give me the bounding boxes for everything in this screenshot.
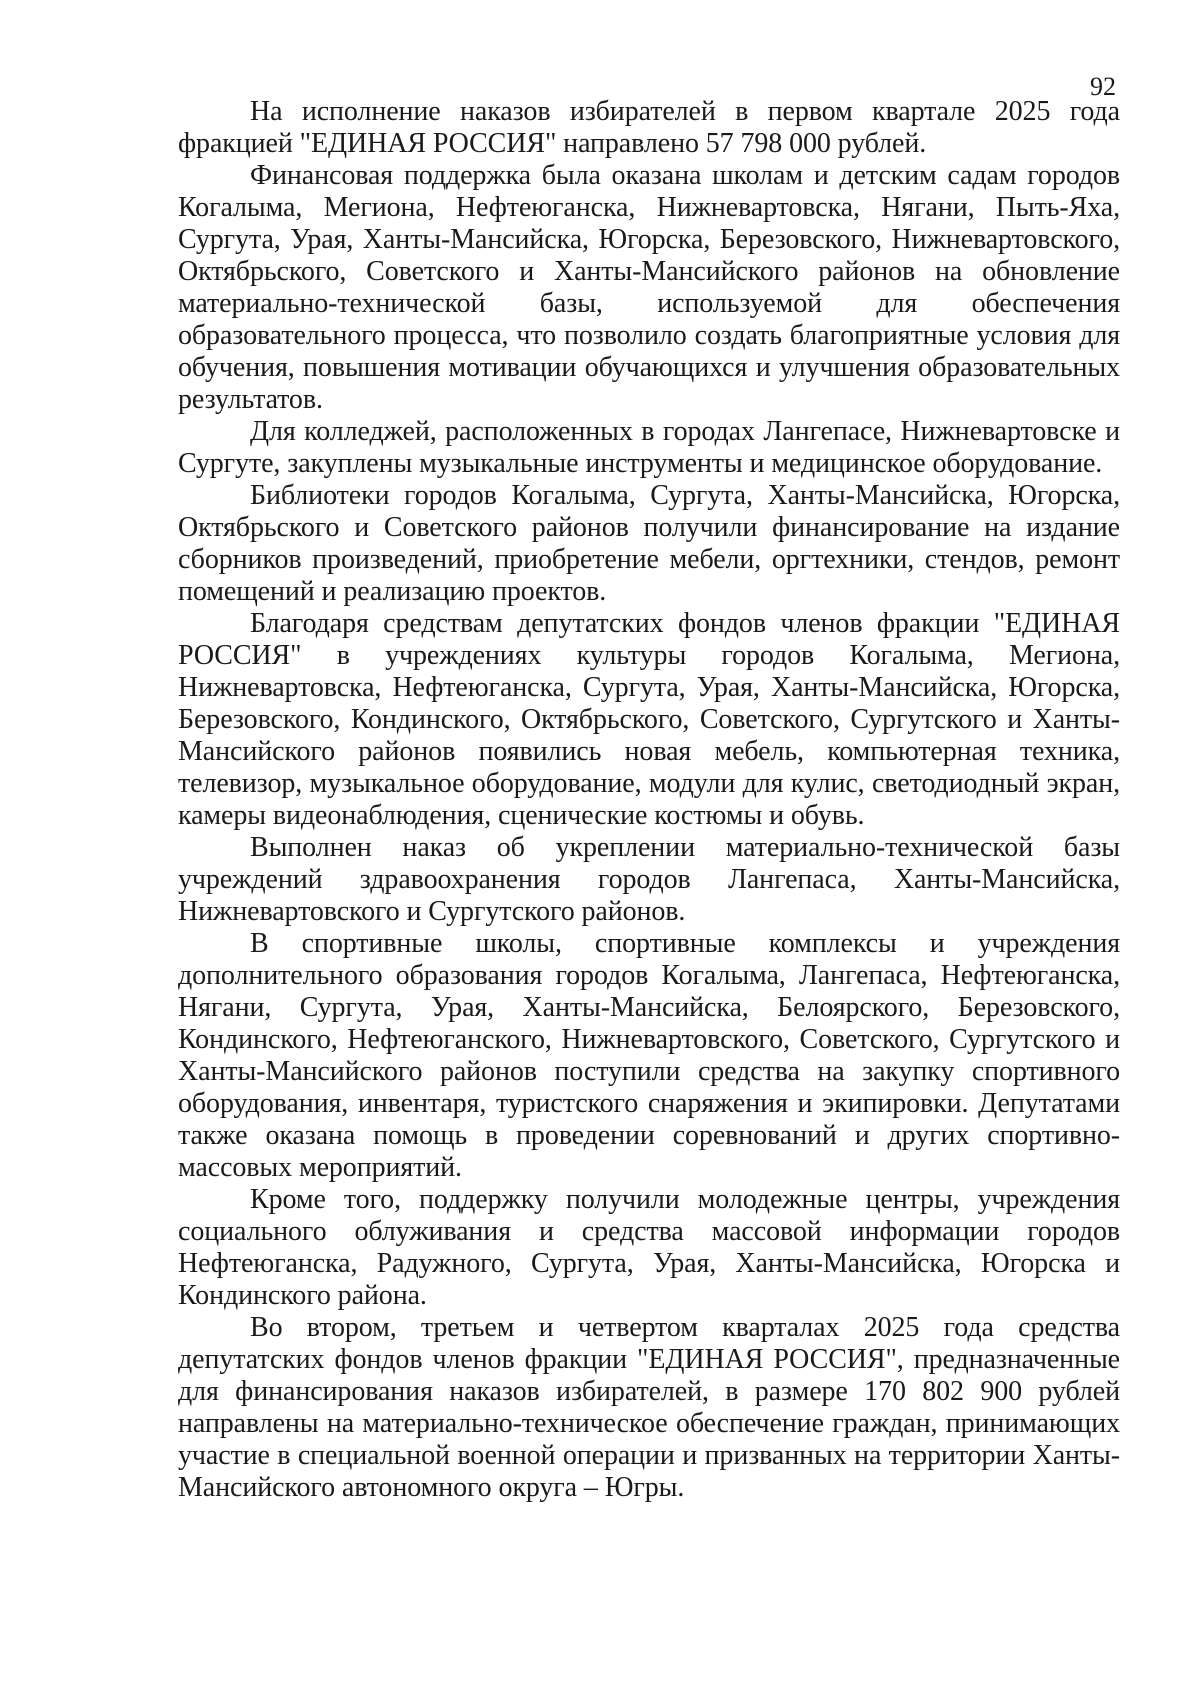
document-body — [178, 96, 1120, 1504]
paragraph-schools: Финансовая поддержка была оказана школам и детским садам городов Когалыма, Мегиона, Нефтеюганска, Нижневартовска, Нягани, Пыть-Яха, Сургута, Урая, Ханты-Мансийска, Югорска, Березовского, Нижневартовского, Октябрьского, Советского и Ханты-Мансийского районов на обновление материально-технической базы, используемой для обеспечения образовательного процесса, что позволило создать благоприятные условия для обучения, повышения мотивации обучающихся и улучшения образовательных результатов. — [178, 160, 1120, 415]
paragraph-colleges: Для колледжей, расположенных в городах Лангепасе, Нижневартовске и Сургуте, закуплены музыкальные инструменты и медицинское оборудование. — [178, 416, 1120, 479]
paragraph-healthcare: Выполнен наказ об укреплении материально-технической базы учреждений здравоохранения городов Лангепаса, Ханты-Мансийска, Нижневартовского и Сургутского районов. — [178, 832, 1120, 927]
paragraph-funding-q1: На исполнение наказов избирателей в первом квартале 2025 года фракцией "ЕДИНАЯ РОССИЯ" направлено 57 798 000 рублей. — [178, 96, 1120, 159]
paragraph-culture: Благодаря средствам депутатских фондов членов фракции "ЕДИНАЯ РОССИЯ" в учреждениях культуры городов Когалыма, Мегиона, Нижневартовска, Нефтеюганска, Сургута, Урая, Ханты-Мансийска, Югорска, Березовского, Кондинского, Октябрьского, Советского, Сургутского и Ханты-Мансийского районов появились новая мебель, компьютерная техника, телевизор, музыкальное оборудование, модули для кулис, светодиодный экран, камеры видеонаблюдения, сценические костюмы и обувь. — [178, 608, 1120, 831]
paragraph-funding-q2-q4: Во втором, третьем и четвертом кварталах 2025 года средства депутатских фондов членов фракции "ЕДИНАЯ РОССИЯ", предназначенные для финансирования наказов избирателей, в размере 170 802 900 рублей направлены на материально-техническое обеспечение граждан, принимающих участие в специальной военной операции и призванных на территории Ханты-Мансийского автономного округа – Югры. — [178, 1312, 1120, 1503]
paragraph-libraries: Библиотеки городов Когалыма, Сургута, Ханты-Мансийска, Югорска, Октябрьского и Советского районов получили финансирование на издание сборников произведений, приобретение мебели, оргтехники, стендов, ремонт помещений и реализацию проектов. — [178, 480, 1120, 607]
paragraph-sports: В спортивные школы, спортивные комплексы и учреждения дополнительного образования городов Когалыма, Лангепаса, Нефтеюганска, Нягани, Сургута, Урая, Ханты-Мансийска, Белоярского, Березовского, Кондинского, Нефтеюганского, Нижневартовского, Советского, Сургутского и Ханты-Мансийского районов поступили средства на закупку спортивного оборудования, инвентаря, туристского снаряжения и экипировки. Депутатами также оказана помощь в проведении соревнований и других спортивно-массовых мероприятий. — [178, 928, 1120, 1183]
paragraph-youth-social: Кроме того, поддержку получили молодежные центры, учреждения социального облуживания и средства массовой информации городов Нефтеюганска, Радужного, Сургута, Урая, Ханты-Мансийска, Югорска и Кондинского района. — [178, 1184, 1120, 1311]
page-number: 92 — [1090, 72, 1116, 101]
